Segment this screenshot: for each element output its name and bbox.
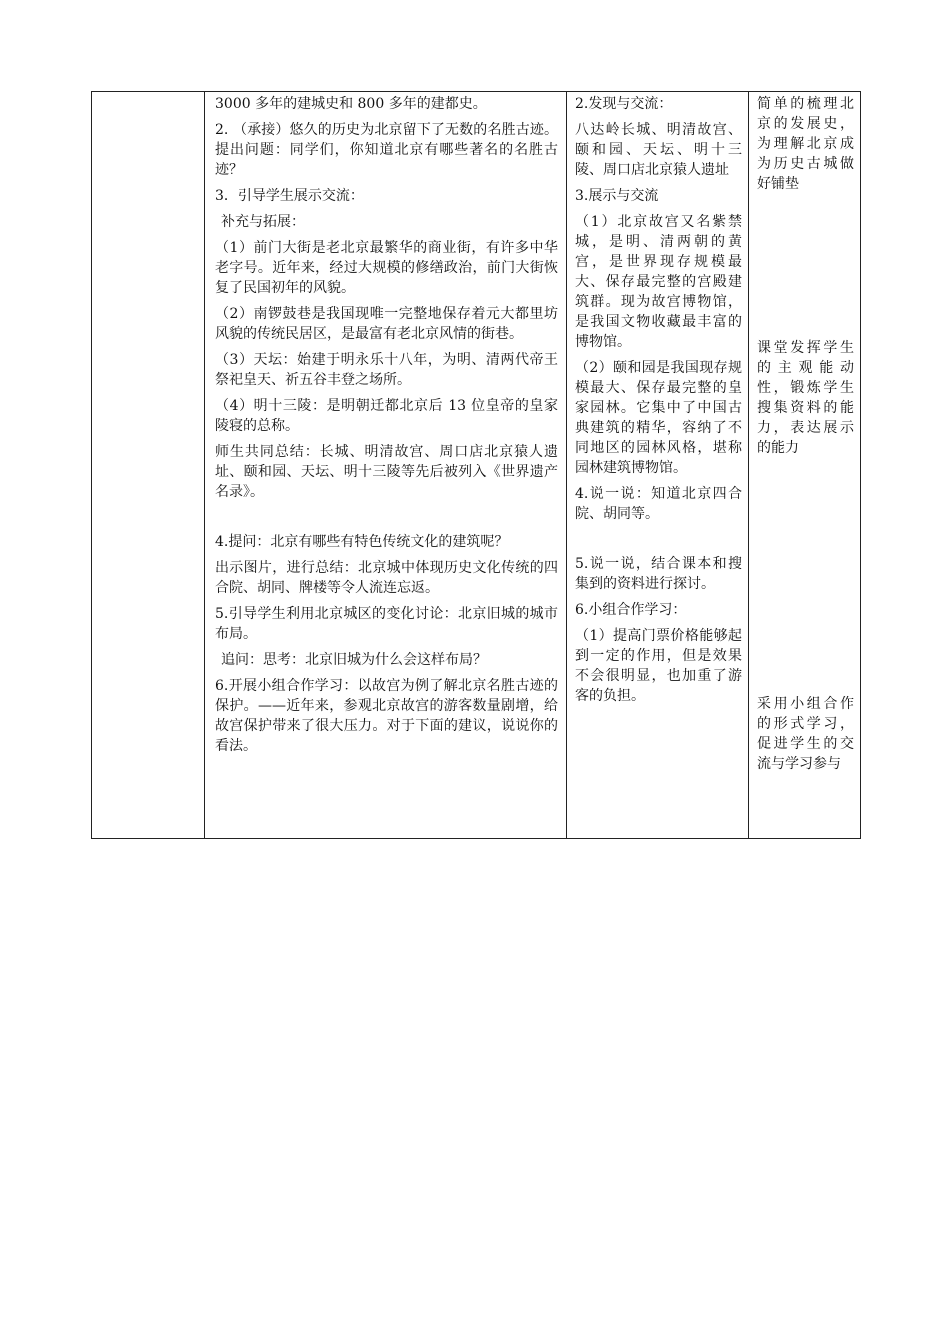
design-intent-text: 课堂发挥学生的主观能动性，锻炼学生搜集资料的能力，表达展示的能力 bbox=[757, 340, 854, 456]
teacher-text: 3000 多年的建城史和 800 多年的建都史。 bbox=[215, 96, 487, 112]
design-intent-text: 采用小组合作的形式学习，促进学生的交流与学习参与 bbox=[757, 696, 854, 772]
teacher-text: （3）天坛：始建于明永乐十八年，为明、清两代帝王祭祀皇天、祈五谷丰登之场所。 bbox=[215, 352, 558, 388]
teacher-text: （2）南锣鼓巷是我国现唯一完整地保存着元大都里坊风貌的传统民居区，是最富有老北京风情的街巷。 bbox=[215, 306, 558, 342]
teacher-text: 2. （承接）悠久的历史为北京留下了无数的名胜古迹。提出问题：同学们，你知道北京有哪些著名的名胜古迹？ bbox=[215, 122, 558, 178]
teacher-text: 师生共同总结：长城、明清故宫、周口店北京猿人遗址、颐和园、天坛、明十三陵等先后被列入《世界遗产名录》。 bbox=[215, 444, 558, 500]
teacher-activity-cell bbox=[205, 92, 567, 839]
teacher-text: （1）前门大街是老北京最繁华的商业街，有许多中华老字号。近年来，经过大规模的修缮政治，前门大街恢复了民国初年的风貌。 bbox=[215, 240, 558, 296]
teacher-text: （4）明十三陵：是明朝迁都北京后 13 位皇帝的皇家陵寝的总称。 bbox=[215, 398, 558, 434]
student-text: （1）提高门票价格能够起到一定的作用，但是效果不会很明显，也加重了游客的负担。 bbox=[575, 628, 742, 704]
teacher-text: 出示图片，进行总结：北京城中体现历史文化传统的四合院、胡同、牌楼等令人流连忘返。 bbox=[215, 560, 558, 596]
student-text: （1）北京故宫又名紫禁城，是明、清两朝的黄宫，是世界现存规模最大、保存最完整的宫殿建筑群。现为故宫博物馆，是我国文物收藏最丰富的博物馆。 bbox=[575, 214, 742, 350]
teacher-text: 4.提问：北京有哪些有特色传统文化的建筑呢？ bbox=[215, 534, 509, 550]
lesson-plan-table bbox=[91, 91, 861, 839]
teacher-text: 补充与拓展： bbox=[221, 214, 305, 230]
student-text: 4.说一说：知道北京四合院、胡同等。 bbox=[575, 486, 742, 522]
teacher-text: 追问：思考：北京旧城为什么会这样布局？ bbox=[221, 652, 487, 668]
design-intent-cell bbox=[749, 92, 861, 839]
student-activity-cell bbox=[567, 92, 749, 839]
table-row bbox=[92, 92, 861, 839]
student-text: 5.说一说，结合课本和搜集到的资料进行探讨。 bbox=[575, 556, 742, 592]
empty-cell bbox=[92, 92, 205, 839]
student-text: 2.发现与交流： bbox=[575, 96, 673, 112]
teacher-text: 3．引导学生展示交流： bbox=[215, 188, 364, 204]
teacher-text: 6.开展小组合作学习：以故宫为例了解北京名胜古迹的保护。——近年来，参观北京故宫的游客数量剧增，给故宫保护带来了很大压力。对于下面的建议，说说你的看法。 bbox=[215, 678, 558, 754]
design-intent-text: 简单的梳理北京的发展史，为理解北京成为历史古城做好铺垫 bbox=[757, 96, 854, 192]
student-text: （2）颐和园是我国现存规模最大、保存最完整的皇家园林。它集中了中国古典建筑的精华，容纳了不同地区的园林风格，堪称园林建筑博物馆。 bbox=[575, 360, 742, 476]
teacher-text: 5.引导学生利用北京城区的变化讨论：北京旧城的城市布局。 bbox=[215, 606, 558, 642]
student-text: 八达岭长城、明清故宫、颐和园、天坛、明十三陵、周口店北京猿人遗址 bbox=[575, 122, 742, 178]
student-text: 6.小组合作学习： bbox=[575, 602, 687, 618]
student-text: 3.展示与交流 bbox=[575, 188, 659, 204]
